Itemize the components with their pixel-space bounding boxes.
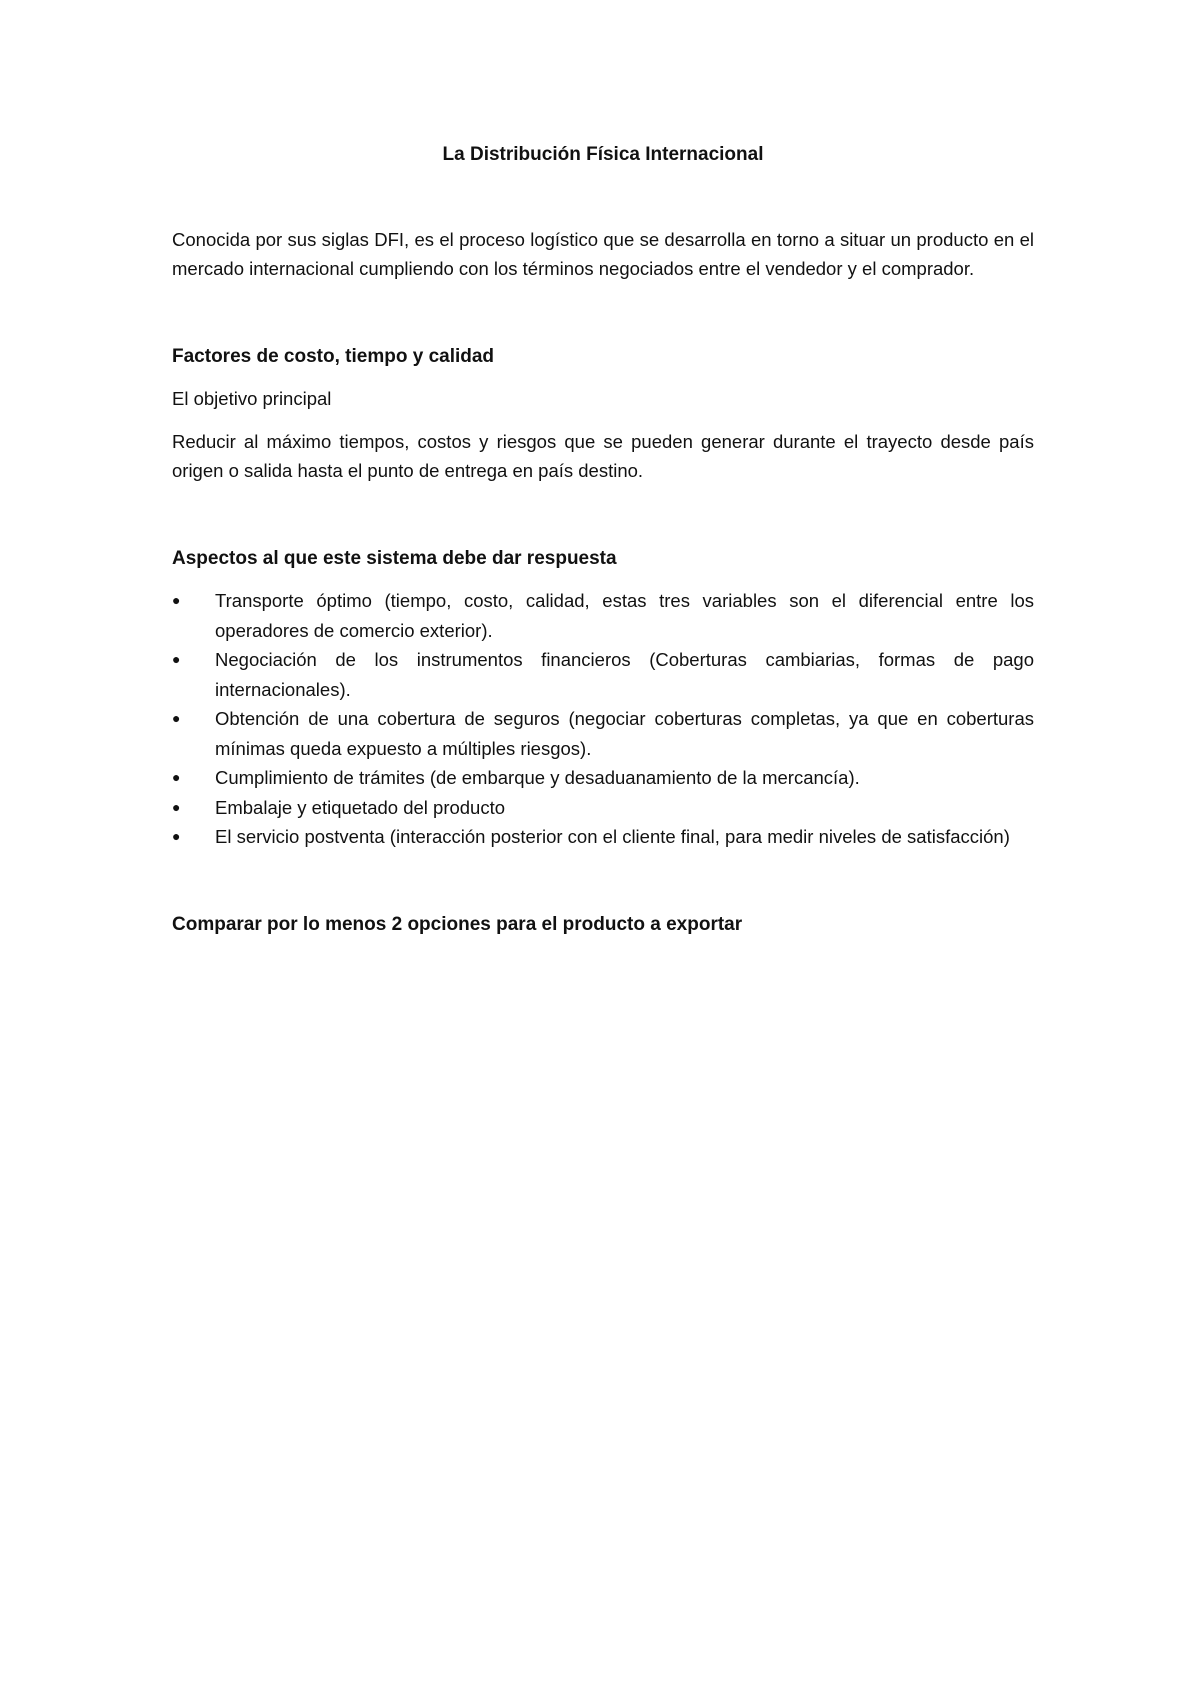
section-heading-comparar: Comparar por lo menos 2 opciones para el producto a exportar: [172, 913, 743, 935]
document-content: [172, 140, 1034, 939]
section-heading-factores: Factores de costo, tiempo y calidad: [172, 345, 495, 367]
bullet-icon: ●: [172, 651, 181, 667]
document-title: La Distribución Física Internacional: [442, 144, 764, 165]
section-heading-aspectos: Aspectos al que este sistema debe dar respuesta: [172, 547, 617, 569]
list-item-text: Embalaje y etiquetado del producto: [215, 796, 506, 818]
intro-paragraph: Conocida por sus siglas DFI, es el proceso logístico que se desarrolla en torno a situar un producto en el mercado internacional cumpliendo con los términos negociados entre el vendedor y el comprador.: [172, 228, 1034, 279]
list-item-text: Cumplimiento de trámites (de embarque y desaduanamiento de la mercancía).: [215, 767, 860, 788]
bullet-icon: ●: [172, 592, 181, 608]
list-item: [172, 586, 1034, 645]
list-item: [172, 704, 1034, 763]
list-item-text: Negociación de los instrumentos financieros (Coberturas cambiarias, formas de pago internacionales).: [215, 649, 1034, 700]
aspects-list: [172, 586, 1034, 852]
bullet-icon: ●: [172, 710, 181, 726]
list-item: [172, 822, 1034, 852]
list-item: [172, 645, 1034, 704]
list-item: [172, 763, 1034, 793]
list-item-text: Transporte óptimo (tiempo, costo, calidad, estas tres variables son el diferencial entre los operadores de comercio exterior).: [215, 590, 1034, 641]
bullet-icon: ●: [172, 769, 181, 785]
bullet-icon: ●: [172, 798, 181, 815]
list-item: [172, 793, 1034, 823]
objective-paragraph: Reducir al máximo tiempos, costos y riesgos que se pueden generar durante el trayecto desde país origen o salida hasta el punto de entrega en país destino.: [172, 430, 1034, 481]
section-subheading-objetivo: El objetivo principal: [172, 388, 332, 409]
bullet-icon: ●: [172, 828, 181, 844]
list-item-text: El servicio postventa (interacción posterior con el cliente final, para medir niveles de satisfacción): [215, 826, 1010, 847]
list-item-text: Obtención de una cobertura de seguros (negociar coberturas completas, ya que en coberturas mínimas queda expuesto a múltiples riesgos).: [215, 708, 1034, 759]
